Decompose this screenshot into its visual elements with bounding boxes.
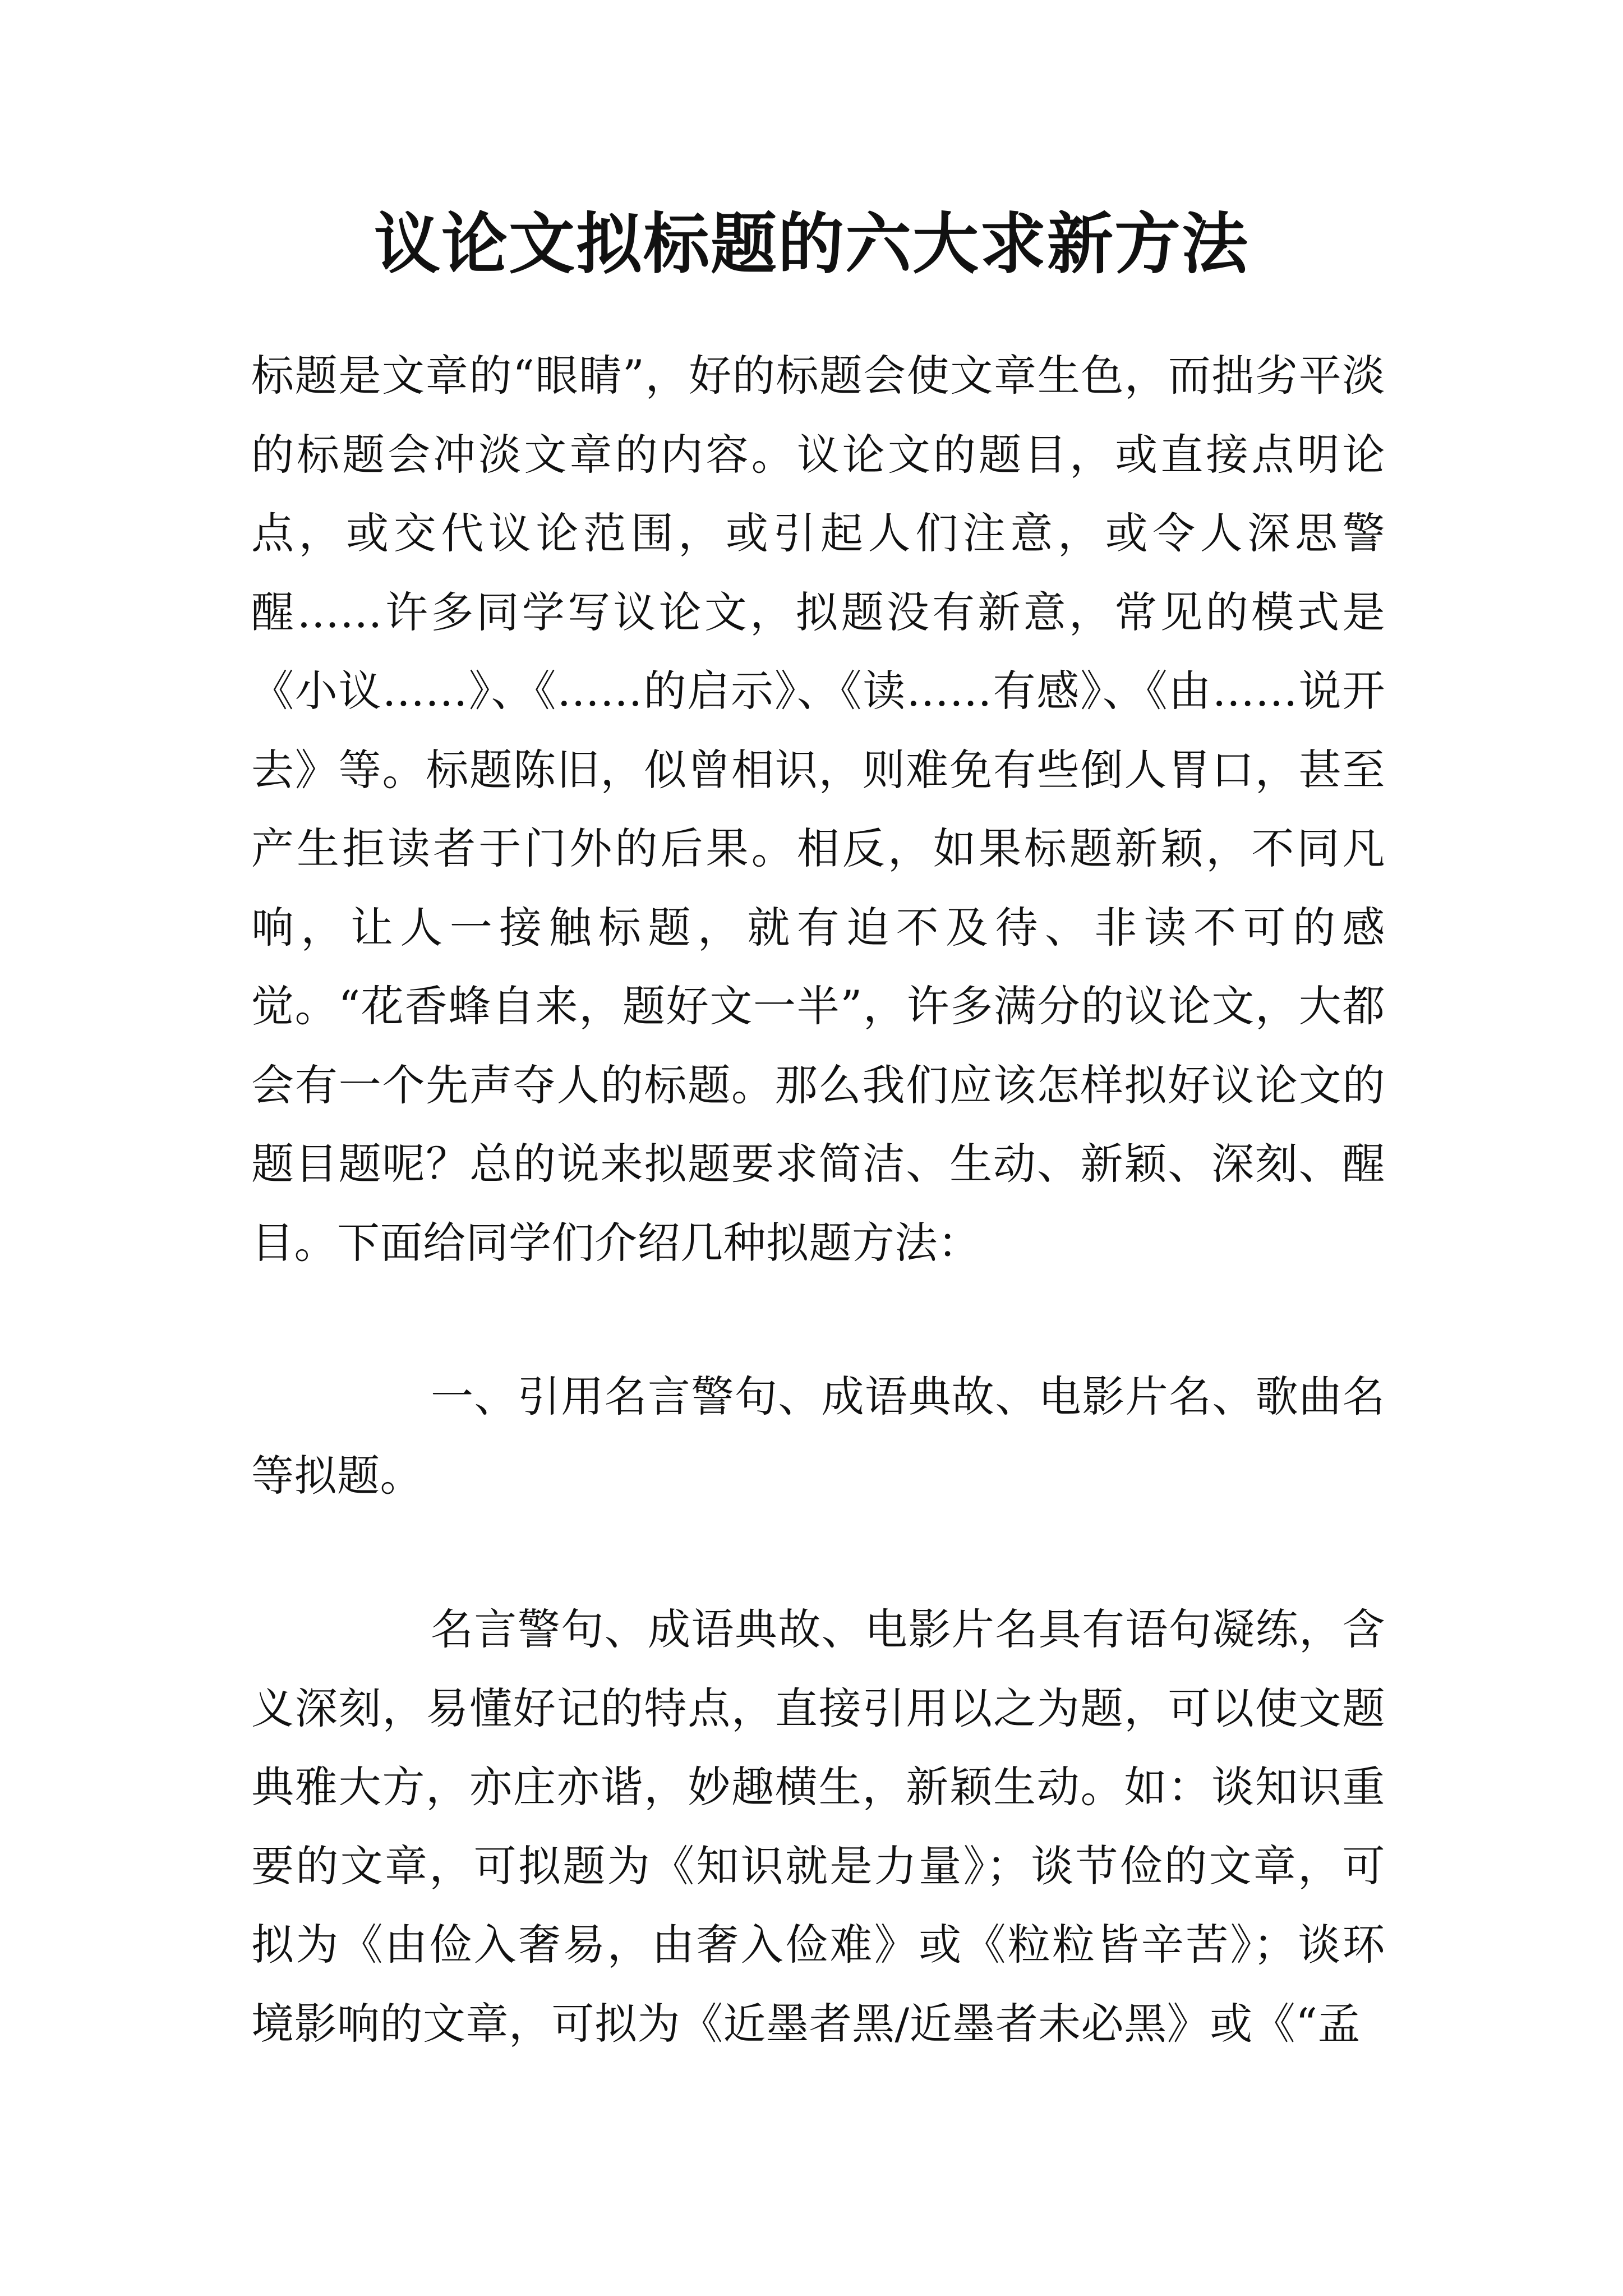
section-heading-1: 一、引用名言警句、成语典故、电影片名、歌曲名等拟题。	[251, 1372, 1385, 1501]
document-title: 议论文拟标题的六大求新方法	[374, 205, 1249, 283]
section-paragraph-1: 名言警句、成语典故、电影片名具有语句凝练，含义深刻，易懂好记的特点，直接引用以之为题，可以使文题典雅大方，亦庄亦谐，妙趣横生，新颖生动。如：谈知识重要的文章，可拟题为《知识就是力量》；谈节俭的文章，可拟为《由俭入奢易，由奢入俭难》或《粒粒皆辛苦》；谈环境影响的文章，可拟为《近墨者黑/近墨者未必黑》或《“孟	[251, 1604, 1385, 2049]
intro-paragraph: 标题是文章的“眼睛”，好的标题会使文章生色，而拙劣平淡的标题会冲淡文章的内容。议论文的题目，或直接点明论点，或交代议论范围，或引起人们注意，或令人深思警醒……许多同学写议论文，拟题没有新意，常见的模式是《小议……》、《……的启示》、《读……有感》、《由……说开去》等。标题陈旧，似曾相识，则难免有些倒人胃口，甚至产生拒读者于门外的后果。相反，如果标题新颖，不同凡响，让人一接触标题，就有迫不及待、非读不可的感觉。“花香蜂自来，题好文一半”，许多满分的议论文，大都会有一个先声夺人的标题。那么我们应该怎样拟好议论文的题目题呢？总的说来拟题要求简洁、生动、新颖、深刻、醒目。下面给同学们介绍几种拟题方法：	[251, 351, 1385, 1268]
